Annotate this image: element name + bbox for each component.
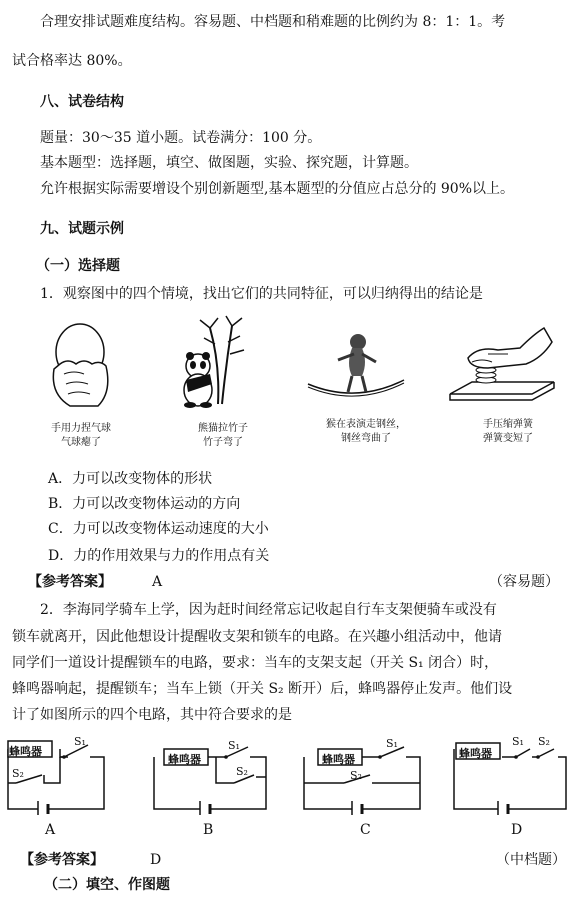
caption-3-line-2: 钢丝弯曲了: [341, 433, 391, 444]
section-9-heading: 九、试题示例: [40, 221, 124, 237]
circuit-c: [300, 733, 424, 815]
circuit-c-buzzer: 蜂鸣器: [322, 753, 355, 766]
caption-3-line-1: 猴在表演走钢丝，: [326, 419, 406, 430]
section-8-line-2: 基本题型：选择题，填空、做图题，实验、探究题，计算题。: [40, 155, 418, 171]
circuit-d-s1: S₁: [512, 735, 524, 748]
caption-3: [316, 418, 416, 446]
circuit-label-c: C: [360, 822, 371, 838]
circuit-b-buzzer: 蜂鸣器: [168, 753, 201, 766]
caption-4-line-2: 弹簧变短了: [483, 433, 533, 444]
circuit-c-s2: S₂: [350, 769, 362, 782]
circuit-a-s2: S₂: [12, 767, 24, 780]
q1-option-d: D．力的作用效果与力的作用点有关: [48, 548, 270, 564]
circuit-d-buzzer: 蜂鸣器: [459, 747, 492, 760]
balloon-squeeze-figure: [40, 314, 120, 409]
q2-difficulty: （中档题）: [496, 852, 566, 868]
circuit-a-s1: S₁: [74, 735, 86, 748]
caption-2: [178, 422, 268, 450]
q1-difficulty: （容易题）: [489, 574, 559, 590]
circuit-label-a: A: [45, 822, 56, 838]
q1-answer-label: 【参考答案】: [28, 574, 112, 590]
part-1-heading: （一）选择题: [36, 258, 120, 274]
q2-line-2: 锁车就离开，因此他想设计提醒收支架和锁车的电路。在兴趣小组活动中，他请: [12, 629, 502, 645]
circuit-b-s2: S₂: [236, 765, 248, 778]
caption-1: [36, 422, 126, 450]
circuit-d: [450, 733, 570, 815]
caption-2-line-2: 竹子弯了: [203, 437, 243, 448]
part-2-heading: （二）填空、作图题: [44, 877, 170, 893]
monkey-tightrope-figure: [306, 320, 406, 405]
intro-line-1: 合理安排试题难度结构。容易题、中档题和稍难题的比例约为 8：1：1。考: [40, 14, 506, 30]
q1-option-b: B．力可以改变物体运动的方向: [48, 496, 241, 512]
q1-stem: 1．观察图中的四个情境，找出它们的共同特征，可以归纳得出的结论是: [40, 286, 483, 302]
section-8-heading: 八、试卷结构: [40, 94, 124, 110]
intro-line-2: 试合格率达 80%。: [12, 53, 132, 69]
circuit-c-s1: S₁: [386, 737, 398, 750]
caption-4: [458, 418, 558, 446]
circuit-label-b: B: [203, 822, 214, 838]
q2-line-3: 同学们一道设计提醒锁车的电路，要求：当车的支架支起（开关 S₁ 闭合）时，: [12, 655, 499, 671]
circuit-d-s2: S₂: [538, 735, 550, 748]
q1-option-a: A．力可以改变物体的形状: [48, 471, 213, 487]
circuit-b: [150, 733, 270, 815]
q1-answer: A: [152, 574, 163, 590]
caption-1-line-1: 手用力捏气球: [51, 423, 111, 434]
circuit-label-d: D: [511, 822, 523, 838]
panda-bamboo-figure: [170, 314, 260, 409]
circuit-b-s1: S₁: [228, 739, 240, 752]
q1-option-c: C．力可以改变物体运动速度的大小: [48, 521, 269, 537]
q2-line-4: 蜂鸣器响起，提醒锁车；当车上锁（开关 S₂ 断开）后，蜂鸣器停止发声。他们设: [12, 681, 513, 697]
caption-1-line-2: 气球瘪了: [61, 437, 101, 448]
q2-line-1: 2．李海同学骑车上学，因为赶时间经常忘记收起自行车支架便骑车或没有: [40, 602, 497, 618]
caption-2-line-1: 熊猫拉竹子: [198, 423, 248, 434]
q2-line-5: 计了如图所示的四个电路，其中符合要求的是: [12, 707, 292, 723]
hand-spring-figure: [448, 318, 558, 410]
caption-4-line-1: 手压缩弹簧: [483, 419, 533, 430]
q2-answer: D: [150, 852, 162, 868]
circuit-a-buzzer: 蜂鸣器: [9, 745, 42, 758]
section-8-line-1: 题量：30～35 道小题。试卷满分：100 分。: [40, 130, 322, 146]
section-8-line-3: 允许根据实际需要增设个别创新题型,基本题型的分值应占总分的 90%以上。: [40, 181, 515, 197]
q2-answer-label: 【参考答案】: [20, 852, 104, 868]
